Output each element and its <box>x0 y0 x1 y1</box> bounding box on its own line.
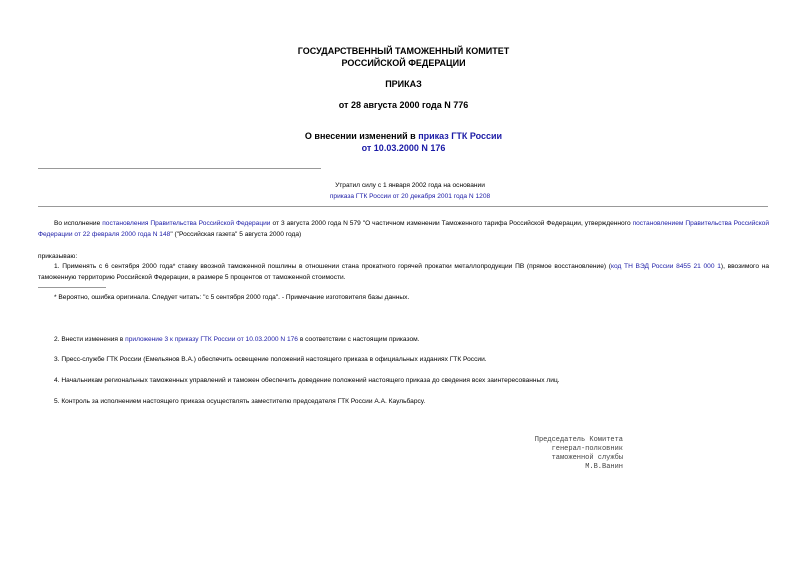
item2-start: 2. Внести изменения в <box>54 336 126 343</box>
order-item-4: 4. Начальникам региональных таможенных управлений и таможен обеспечить доведение положений настоящего приказа до сведения всех заинтересованных лиц. <box>54 377 560 384</box>
title-link-date[interactable]: от 10.03.2000 N 176 <box>361 143 446 153</box>
preamble-start: Во исполнение <box>54 220 103 227</box>
org-name-line1: ГОСУДАРСТВЕННЫЙ ТАМОЖЕННЫЙ КОМИТЕТ <box>297 46 510 56</box>
footnote: * Вероятно, ошибка оригинала. Следует читать: "с 5 сентября 2000 года". - Примечание изготовителя базы данных. <box>54 294 410 301</box>
preamble-middle: от 3 августа 2000 года N 579 "О частичном изменении Таможенного тарифа Российской Федерации, утвержденного <box>270 220 633 227</box>
title-link-order[interactable]: приказ ГТК России <box>418 131 503 141</box>
divider-top <box>38 168 321 169</box>
title-prefix: О внесении изменений в <box>304 131 419 141</box>
preamble-link-resolution[interactable]: постановления Правительства Российской Федерации <box>102 220 271 227</box>
org-name-line2: РОССИЙСКОЙ ФЕДЕРАЦИИ <box>341 58 466 68</box>
signature-block <box>470 436 623 472</box>
signature-line-1: Председатель Комитета <box>534 436 623 444</box>
document-title <box>0 131 807 141</box>
footnote-divider <box>38 287 106 288</box>
item2-link-appendix[interactable]: приложение 3 к приказу ГТК России от 10.03.2000 N 176 <box>125 336 298 343</box>
order-word: приказываю: <box>38 253 78 260</box>
document-type: ПРИКАЗ <box>385 79 422 89</box>
preamble-paragraph <box>38 218 769 240</box>
item2-end: в соответствии с настоящим приказом. <box>297 336 420 343</box>
status-link[interactable]: приказа ГТК России от 20 декабря 2001 года N 1208 <box>329 193 491 200</box>
signature-line-2: генерал-полковник <box>551 445 623 453</box>
status-link-wrap <box>300 191 520 202</box>
item1-link-code[interactable]: код ТН ВЭД России 8455 21 000 1 <box>611 263 721 270</box>
status-text: Утратил силу с 1 января 2002 года на основании <box>335 182 485 189</box>
order-item-3: 3. Пресс-службе ГТК России (Емельянов В.А.) обеспечить освещение положений настоящего приказа в официальных изданиях ГТК России. <box>54 356 487 363</box>
document-date: от 28 августа 2000 года N 776 <box>338 100 469 110</box>
signature-line-4: М.В.Ванин <box>585 463 623 471</box>
signature-line-3: таможенной службы <box>551 454 623 462</box>
order-item-2 <box>54 334 769 345</box>
preamble-link-resolution-148[interactable]: постановлением Правительства Российской Федерации от 22 февраля 2000 года N 148 <box>38 220 770 238</box>
order-item-5: 5. Контроль за исполнением настоящего приказа осуществлять заместителю председателя ГТК России А.А. Каульбарсу. <box>54 398 426 405</box>
item1-end: ), ввозимого на таможенную территорию Российской Федерации, в размере 5 процентов от таможенной стоимости. <box>38 263 770 281</box>
divider-status <box>38 206 768 207</box>
order-item-1 <box>38 261 769 283</box>
item1-start: 1. Применять с 6 сентября 2000 года* ставку ввозной таможенной пошлины в отношении стана прокатного горячей прокатки металлопродукции ПВ (прямое восстановление) ( <box>54 263 612 270</box>
preamble-end: " ("Российская газета" 5 августа 2000 года) <box>170 231 302 238</box>
